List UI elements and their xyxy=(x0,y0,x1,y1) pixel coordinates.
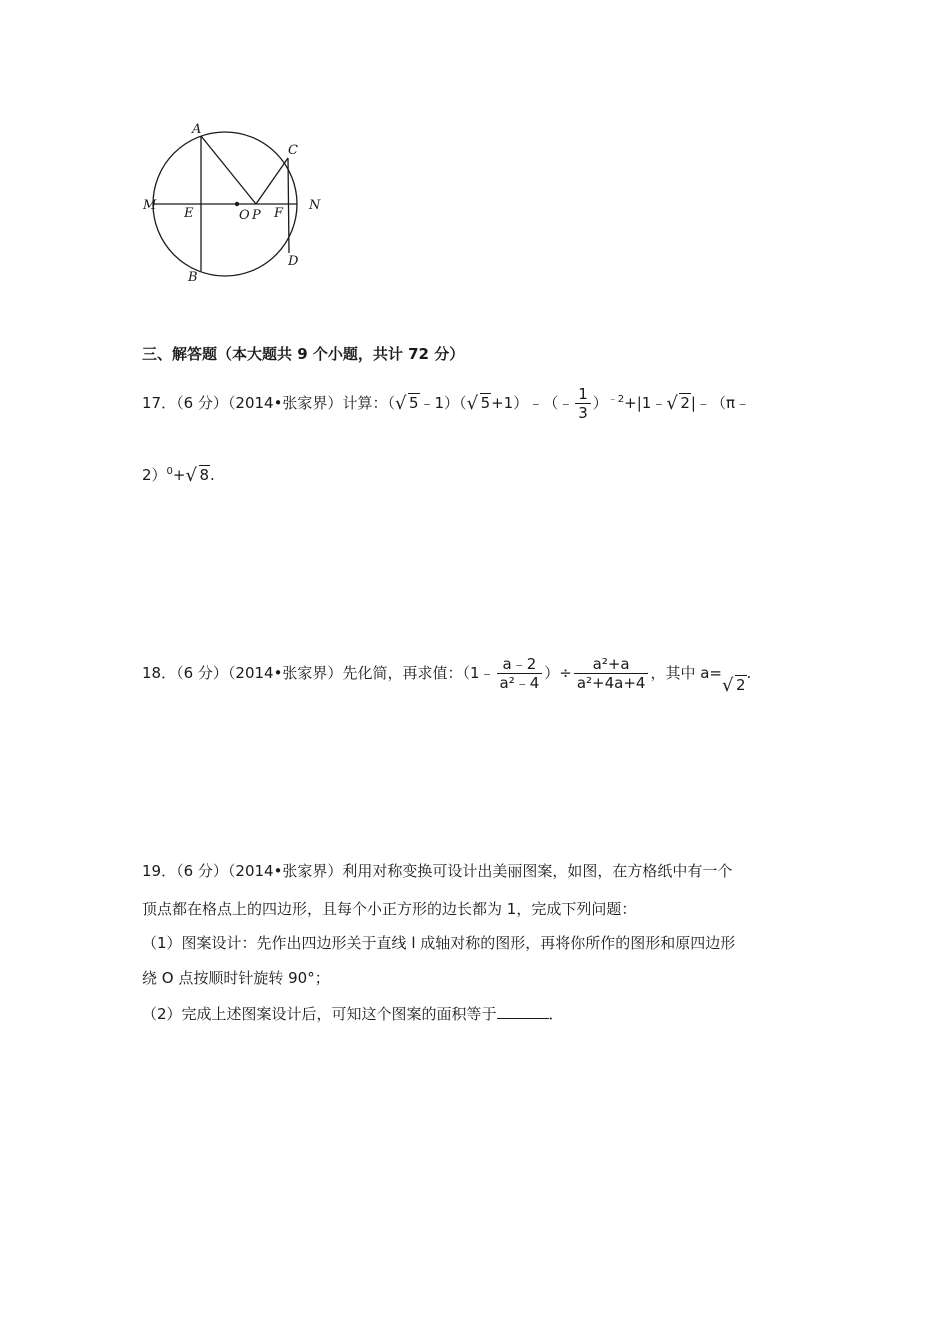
segment-pc xyxy=(256,158,288,204)
q18-sqrt-2-value: 2 xyxy=(735,676,746,694)
q18-source: （2014•张家界） xyxy=(227,664,343,682)
q17-sqrt-8-value: 8 xyxy=(199,466,210,484)
q17-expr-part5: +|1﹣ xyxy=(624,394,667,412)
q18-fraction-1-denominator: a²﹣4 xyxy=(499,674,540,692)
question-17-line1 xyxy=(142,385,750,422)
q18-close: ）÷ xyxy=(544,664,572,682)
label-f: F xyxy=(274,206,284,221)
question-17-line2 xyxy=(142,462,215,485)
label-a: A xyxy=(192,122,202,137)
q18-sqrt-2: √ 2 xyxy=(721,675,746,696)
q17-line2-part2: + xyxy=(172,466,186,484)
q17-line2-part3: . xyxy=(210,466,215,484)
q18-tail: ，其中 a= xyxy=(650,664,722,682)
q17-source: （2014•张家界） xyxy=(227,394,343,412)
q18-end: . xyxy=(746,664,752,682)
q17-expr-part3: +1）﹣（﹣ xyxy=(491,394,574,412)
q17-score: （6 分） xyxy=(176,394,228,412)
q19-line5-text: （2）完成上述图案设计后，可知这个图案的面积等于 xyxy=(142,1005,497,1023)
label-n: N xyxy=(309,198,321,213)
q19-answer-blank[interactable] xyxy=(497,1004,549,1019)
q18-number: 18． xyxy=(142,664,177,682)
center-point xyxy=(235,202,239,206)
q17-prompt: 计算： xyxy=(342,394,388,412)
q17-expr-part6: |﹣（π﹣ xyxy=(690,394,750,412)
label-p: P xyxy=(252,208,261,223)
q17-sqrt-5a: √ 5 xyxy=(394,393,419,414)
section-title: 三、解答题（本大题共 9 个小题，共计 72 分） xyxy=(142,345,465,363)
q17-line2-part1: 2） xyxy=(142,466,167,484)
q17-sqrt-5b-value: 5 xyxy=(480,394,491,412)
label-c: C xyxy=(288,143,298,158)
q17-exponent-1: ﹣2 xyxy=(607,394,625,405)
q17-sqrt-5a-value: 5 xyxy=(408,394,419,412)
q17-fraction xyxy=(575,385,591,422)
q17-sqrt-5b: √ 5 xyxy=(466,393,491,414)
label-d: D xyxy=(288,254,299,269)
q17-sqrt-8: √ 8 xyxy=(185,465,210,486)
q17-sqrt-2-value: 2 xyxy=(680,394,690,412)
question-19-line3: （1）图案设计：先作出四边形关于直线 l 成轴对称的图形，再将你所作的图形和原四边形 xyxy=(142,934,736,952)
q17-expr-part1: （ xyxy=(387,394,395,412)
question-19-line1: 19．（6 分）（2014•张家界）利用对称变换可设计出美丽图案，如图，在方格纸中有一个 xyxy=(142,862,733,880)
q17-expr-part4: ） xyxy=(592,394,608,412)
question-19-line5 xyxy=(142,1004,564,1024)
q17-sqrt-2: √ 2 xyxy=(666,393,690,414)
label-o: O xyxy=(239,208,250,223)
segment-ap xyxy=(201,136,256,204)
q18-fraction-2-numerator: a²+a xyxy=(592,655,630,673)
question-19-line4: 绕 O 点按顺时针旋转 90°； xyxy=(142,969,330,987)
q18-fraction-2 xyxy=(574,655,649,692)
q17-fraction-denominator: 3 xyxy=(578,404,588,422)
label-m: M xyxy=(143,198,157,213)
q18-fraction-2-denominator: a²+4a+4 xyxy=(576,674,646,692)
q18-score: （6 分） xyxy=(176,664,228,682)
q17-number: 17． xyxy=(142,394,177,412)
q18-open: （1﹣ xyxy=(462,664,495,682)
q19-line5-end: ． xyxy=(548,1005,564,1023)
q18-fraction-1 xyxy=(497,655,543,692)
q18-fraction-1-numerator: a﹣2 xyxy=(502,655,537,673)
label-b: B xyxy=(188,270,198,285)
label-e: E xyxy=(184,206,194,221)
q17-fraction-numerator: 1 xyxy=(578,385,588,403)
question-19-line2: 顶点都在格点上的四边形，且每个小正方形的边长都为 1，完成下列问题： xyxy=(142,900,637,918)
q18-prompt: 先化简，再求值： xyxy=(342,664,463,682)
circle-figure xyxy=(140,118,330,288)
q17-exponent-2: 0 xyxy=(166,466,173,477)
q17-expr-part2: ﹣1）（ xyxy=(419,394,467,412)
question-18 xyxy=(142,655,751,695)
